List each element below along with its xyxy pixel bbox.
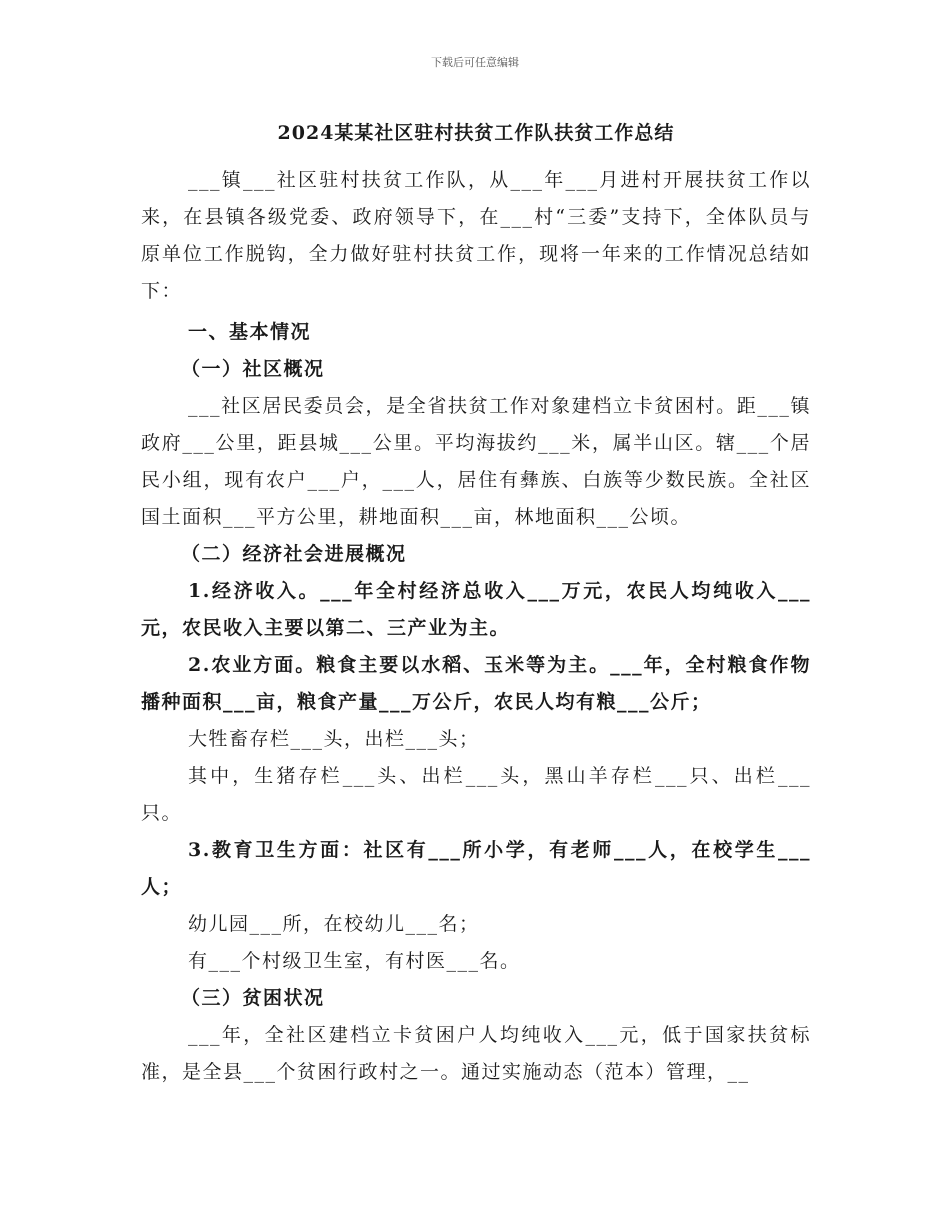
agriculture-paragraph: 2.农业方面。粮食主要以水稻、玉米等为主。___年，全村粮食作物播种面积___亩，粮食产量___万公斤，农民人均有粮___公斤； xyxy=(141,654,811,713)
livestock-paragraph-1: 大牲畜存栏___头，出栏___头； xyxy=(188,728,480,750)
education-paragraph: 3.教育卫生方面：社区有___所小学，有老师___人，在校学生___人； xyxy=(141,839,811,898)
poverty-paragraph: ___年，全社区建档立卡贫困户人均纯收入___元，低于国家扶贫标准，是全县___个贫困行政村之一。通过实施动态（范本）管理，__ xyxy=(141,1024,811,1083)
section-heading-basic: 一、基本情况 xyxy=(188,321,312,343)
subsection-heading-community: （一）社区概况 xyxy=(181,358,325,380)
community-paragraph: ___社区居民委员会，是全省扶贫工作对象建档立卡贫困村。距___镇政府___公里，距县城___公里。平均海拔约___米，属半山区。辖___个居民小组，现有农户___户，___人，居住有彝族、白族等少数民族。全社区国土面积___平方公里，耕地面积___亩，林地面积___公顷。 xyxy=(141,395,811,528)
subsection-heading-economy: （二）经济社会进展概况 xyxy=(181,543,407,565)
header-note: 下载后可任意编辑 xyxy=(431,56,519,69)
subsection-heading-poverty: （三）贫困状况 xyxy=(181,987,325,1009)
clinic-paragraph: 有___个村级卫生室，有村医___名。 xyxy=(188,950,521,972)
intro-paragraph: ___镇___社区驻村扶贫工作队，从___年___月进村开展扶贫工作以来，在县镇各级党委、政府领导下，在___村“三委”支持下，全体队员与原单位工作脱钩，全力做好驻村扶贫工作，现将一年来的工作情况总结如下： xyxy=(141,169,811,302)
economy-paragraph: 1.经济收入。___年全村经济总收入___万元，农民人均纯收入___元，农民收入主要以第二、三产业为主。 xyxy=(141,580,811,639)
kindergarten-paragraph: 幼儿园___所，在校幼儿___名； xyxy=(188,913,480,935)
livestock-paragraph-2: 其中，生猪存栏___头、出栏___头，黑山羊存栏___只、出栏___只。 xyxy=(141,765,811,824)
document-title: 2024某某社区驻村扶贫工作队扶贫工作总结 xyxy=(277,122,675,144)
document-body xyxy=(141,118,811,1091)
